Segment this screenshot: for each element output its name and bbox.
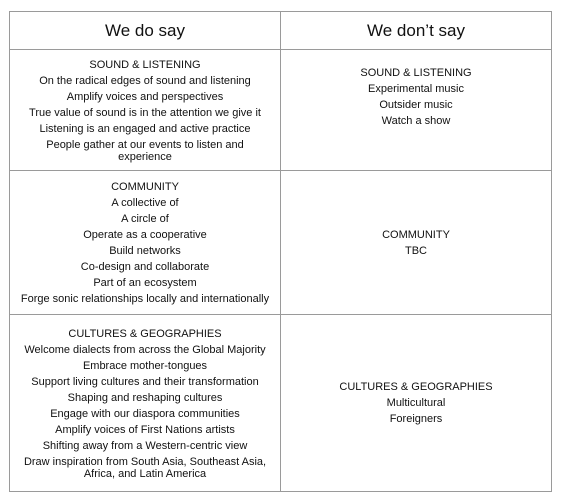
list-item: Shaping and reshaping cultures (67, 392, 223, 404)
section-title: SOUND & LISTENING (89, 59, 201, 71)
list-item: Co-design and collaborate (80, 260, 210, 273)
section-title: COMMUNITY (382, 228, 450, 241)
list-item: People gather at our events to listen and experience (46, 139, 244, 163)
list-item: Shifting away from a Western-centric view (42, 440, 248, 452)
section-title: CULTURES & GEOGRAPHIES (68, 328, 222, 340)
section-title: COMMUNITY (111, 180, 179, 193)
do-say-cultures-geographies-cell (10, 315, 280, 491)
header-label: We don’t say (367, 20, 465, 40)
do-say-community-cell (10, 171, 280, 314)
header-we-do-say (10, 12, 280, 49)
list-item: Outsider music (379, 99, 453, 111)
dont-say-sound-listening-cell (281, 50, 551, 170)
list-item: Welcome dialects from across the Global Majority (24, 344, 266, 356)
list-item: Draw inspiration from South Asia, Southeast Asia, Africa, and Latin America (23, 456, 267, 480)
list-item: Amplify voices and perspectives (66, 91, 224, 103)
dont-say-community-cell (281, 171, 551, 314)
list-item: Engage with our diaspora communities (50, 408, 240, 420)
list-item: Watch a show (381, 115, 451, 127)
dont-say-cultures-geographies-cell (281, 315, 551, 491)
list-item: True value of sound is in the attention we give it (29, 107, 261, 119)
list-item: Forge sonic relationships locally and internationally (20, 292, 270, 305)
do-say-sound-listening-cell (10, 50, 280, 170)
list-item: Experimental music (368, 83, 464, 95)
header-we-dont-say (281, 12, 551, 49)
section-title: SOUND & LISTENING (360, 67, 472, 79)
section-title: CULTURES & GEOGRAPHIES (339, 381, 493, 393)
list-item: Support living cultures and their transformation (31, 376, 259, 388)
list-item: A collective of (111, 196, 179, 209)
list-item: Multicultural (386, 397, 446, 409)
list-item: Operate as a cooperative (83, 228, 207, 241)
header-label: We do say (104, 20, 185, 40)
list-item: A circle of (121, 212, 169, 225)
list-item: On the radical edges of sound and listening (39, 75, 251, 87)
list-item: Build networks (109, 244, 181, 257)
messaging-table (9, 11, 552, 492)
list-item: Amplify voices of First Nations artists (55, 424, 235, 436)
list-item: Embrace mother-tongues (82, 360, 208, 372)
list-item: Part of an ecosystem (93, 276, 197, 289)
list-item: TBC (405, 244, 427, 257)
list-item: Foreigners (389, 413, 443, 425)
list-item: Listening is an engaged and active practice (39, 123, 251, 135)
